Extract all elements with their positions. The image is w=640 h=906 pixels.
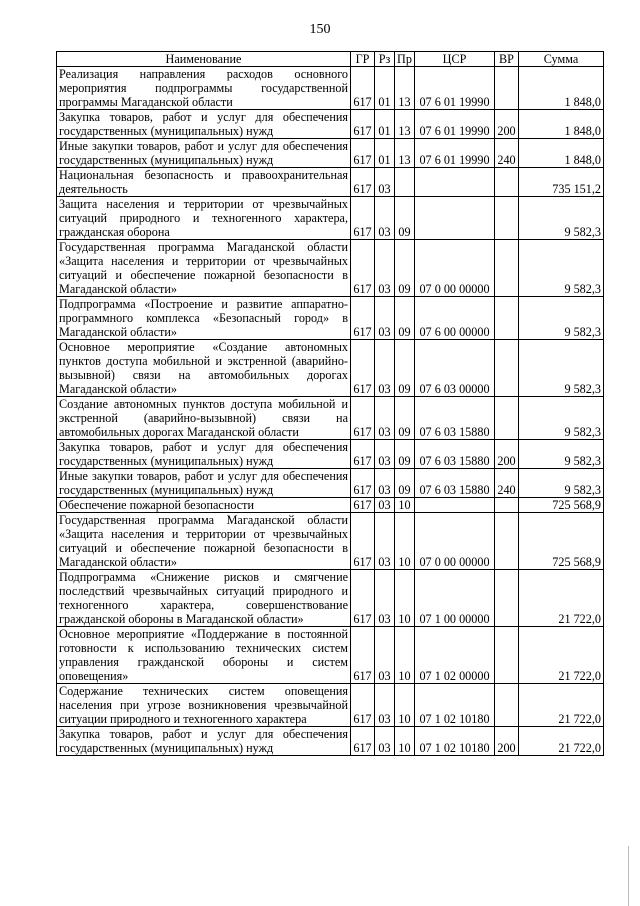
cell-csr: 07 1 00 00000 [415, 570, 495, 627]
cell-vr: 240 [495, 139, 519, 168]
budget-table [56, 51, 604, 756]
cell-csr: 07 6 00 00000 [415, 297, 495, 340]
cell-gr: 617 [351, 513, 375, 570]
header-vr: ВР [495, 52, 519, 67]
table-row [57, 627, 604, 684]
cell-name: Иные закупки товаров, работ и услуг для обеспечения государственных (муниципальных) нужд [57, 139, 351, 168]
cell-sum: 725 568,9 [519, 498, 604, 513]
cell-pr: 09 [395, 469, 415, 498]
cell-csr: 07 1 02 10180 [415, 727, 495, 756]
cell-vr: 200 [495, 727, 519, 756]
cell-rz: 03 [375, 197, 395, 240]
cell-rz: 03 [375, 168, 395, 197]
cell-csr: 07 6 03 15880 [415, 469, 495, 498]
cell-rz: 03 [375, 340, 395, 397]
cell-sum: 21 722,0 [519, 570, 604, 627]
cell-gr: 617 [351, 570, 375, 627]
page-number: 150 [309, 22, 331, 37]
table-row [57, 110, 604, 139]
cell-rz: 01 [375, 67, 395, 110]
cell-name: Основное мероприятие «Создание автономных пунктов доступа мобильной и экстренной (аварийно-вызывной) связи на автомобильных дорогах Магаданской области» [57, 340, 351, 397]
table-row [57, 139, 604, 168]
header-name: Наименование [57, 52, 351, 67]
cell-rz: 03 [375, 397, 395, 440]
cell-sum: 1 848,0 [519, 67, 604, 110]
cell-vr [495, 627, 519, 684]
table-row [57, 197, 604, 240]
header-rz: Рз [375, 52, 395, 67]
cell-sum: 1 848,0 [519, 139, 604, 168]
cell-vr [495, 197, 519, 240]
cell-vr [495, 168, 519, 197]
cell-sum: 9 582,3 [519, 469, 604, 498]
cell-pr: 10 [395, 498, 415, 513]
cell-name: Обеспечение пожарной безопасности [57, 498, 351, 513]
cell-rz: 03 [375, 513, 395, 570]
table-body [57, 67, 604, 756]
cell-sum: 735 151,2 [519, 168, 604, 197]
cell-gr: 617 [351, 168, 375, 197]
cell-vr [495, 498, 519, 513]
cell-vr [495, 240, 519, 297]
cell-vr [495, 397, 519, 440]
cell-rz: 03 [375, 297, 395, 340]
cell-name: Национальная безопасность и правоохранительная деятельность [57, 168, 351, 197]
cell-pr [395, 168, 415, 197]
cell-gr: 617 [351, 684, 375, 727]
cell-name: Закупка товаров, работ и услуг для обеспечения государственных (муниципальных) нужд [57, 440, 351, 469]
cell-sum: 21 722,0 [519, 727, 604, 756]
cell-csr: 07 6 01 19990 [415, 67, 495, 110]
table-row [57, 340, 604, 397]
cell-gr: 617 [351, 727, 375, 756]
cell-csr: 07 6 03 00000 [415, 340, 495, 397]
cell-name: Реализация направления расходов основного мероприятия подпрограммы государственной программы Магаданской области [57, 67, 351, 110]
cell-csr [415, 168, 495, 197]
cell-rz: 03 [375, 498, 395, 513]
table-row [57, 67, 604, 110]
table-row [57, 440, 604, 469]
table-row [57, 727, 604, 756]
cell-rz: 03 [375, 727, 395, 756]
cell-rz: 03 [375, 627, 395, 684]
cell-pr: 09 [395, 240, 415, 297]
cell-vr: 200 [495, 110, 519, 139]
cell-vr [495, 67, 519, 110]
table-row [57, 469, 604, 498]
cell-gr: 617 [351, 440, 375, 469]
cell-name: Создание автономных пунктов доступа мобильной и экстренной (аварийно-вызывной) связи на автомобильных дорогах Магаданской области [57, 397, 351, 440]
cell-csr: 07 6 03 15880 [415, 397, 495, 440]
cell-sum: 21 722,0 [519, 627, 604, 684]
cell-pr: 13 [395, 110, 415, 139]
cell-sum: 1 848,0 [519, 110, 604, 139]
cell-name: Основное мероприятие «Поддержание в постоянной готовности к использованию технических систем управления гражданской обороны и систем оповещения» [57, 627, 351, 684]
table-row [57, 513, 604, 570]
cell-vr [495, 684, 519, 727]
cell-vr [495, 297, 519, 340]
cell-sum: 21 722,0 [519, 684, 604, 727]
cell-pr: 09 [395, 397, 415, 440]
cell-csr: 07 1 02 10180 [415, 684, 495, 727]
table-row [57, 168, 604, 197]
cell-pr: 10 [395, 684, 415, 727]
cell-sum: 725 568,9 [519, 513, 604, 570]
cell-gr: 617 [351, 67, 375, 110]
cell-csr [415, 197, 495, 240]
cell-sum: 9 582,3 [519, 440, 604, 469]
cell-sum: 9 582,3 [519, 397, 604, 440]
cell-gr: 617 [351, 297, 375, 340]
cell-name: Иные закупки товаров, работ и услуг для обеспечения государственных (муниципальных) нужд [57, 469, 351, 498]
cell-vr: 240 [495, 469, 519, 498]
cell-sum: 9 582,3 [519, 340, 604, 397]
cell-gr: 617 [351, 110, 375, 139]
cell-rz: 03 [375, 469, 395, 498]
cell-pr: 10 [395, 513, 415, 570]
table-row [57, 498, 604, 513]
cell-vr [495, 570, 519, 627]
header-csr: ЦСР [415, 52, 495, 67]
header-pr: Пр [395, 52, 415, 67]
cell-gr: 617 [351, 340, 375, 397]
cell-gr: 617 [351, 397, 375, 440]
cell-name: Закупка товаров, работ и услуг для обеспечения государственных (муниципальных) нужд [57, 110, 351, 139]
cell-gr: 617 [351, 469, 375, 498]
scan-margin-line [628, 846, 632, 906]
cell-pr: 09 [395, 197, 415, 240]
cell-name: Закупка товаров, работ и услуг для обеспечения государственных (муниципальных) нужд [57, 727, 351, 756]
cell-pr: 10 [395, 627, 415, 684]
cell-name: Государственная программа Магаданской области «Защита населения и территории от чрезвычайных ситуаций и обеспечение пожарной безопасности в Магаданской области» [57, 513, 351, 570]
table-row [57, 684, 604, 727]
header-gr: ГР [351, 52, 375, 67]
cell-gr: 617 [351, 139, 375, 168]
cell-csr: 07 6 01 19990 [415, 110, 495, 139]
cell-sum: 9 582,3 [519, 197, 604, 240]
table-row [57, 397, 604, 440]
cell-pr: 10 [395, 727, 415, 756]
cell-gr: 617 [351, 498, 375, 513]
cell-gr: 617 [351, 627, 375, 684]
cell-pr: 10 [395, 570, 415, 627]
cell-name: Защита населения и территории от чрезвычайных ситуаций природного и техногенного характера, гражданская оборона [57, 197, 351, 240]
cell-rz: 03 [375, 440, 395, 469]
cell-vr: 200 [495, 440, 519, 469]
table-header-row [57, 52, 604, 67]
cell-vr [495, 513, 519, 570]
cell-sum: 9 582,3 [519, 240, 604, 297]
cell-csr [415, 498, 495, 513]
cell-rz: 03 [375, 684, 395, 727]
cell-csr: 07 6 01 19990 [415, 139, 495, 168]
cell-vr [495, 340, 519, 397]
cell-name: Подпрограмма «Построение и развитие аппаратно-программного комплекса «Безопасный город» в Магаданской области» [57, 297, 351, 340]
cell-csr: 07 0 00 00000 [415, 513, 495, 570]
cell-rz: 01 [375, 110, 395, 139]
cell-pr: 09 [395, 297, 415, 340]
cell-rz: 03 [375, 570, 395, 627]
cell-name: Содержание технических систем оповещения населения при угрозе возникновения чрезвычайной ситуации природного и техногенного характера [57, 684, 351, 727]
cell-rz: 01 [375, 139, 395, 168]
cell-pr: 09 [395, 440, 415, 469]
cell-name: Государственная программа Магаданской области «Защита населения и территории от чрезвычайных ситуаций и обеспечение пожарной безопасности в Магаданской области» [57, 240, 351, 297]
cell-pr: 13 [395, 67, 415, 110]
cell-csr: 07 1 02 00000 [415, 627, 495, 684]
table-row [57, 297, 604, 340]
table-row [57, 570, 604, 627]
table-row [57, 240, 604, 297]
cell-name: Подпрограмма «Снижение рисков и смягчение последствий чрезвычайных ситуаций природного и техногенного характера, совершенствование гражданской обороны в Магаданской области» [57, 570, 351, 627]
cell-sum: 9 582,3 [519, 297, 604, 340]
cell-pr: 09 [395, 340, 415, 397]
header-sum: Сумма [519, 52, 604, 67]
cell-csr: 07 6 03 15880 [415, 440, 495, 469]
cell-pr: 13 [395, 139, 415, 168]
cell-gr: 617 [351, 197, 375, 240]
cell-csr: 07 0 00 00000 [415, 240, 495, 297]
cell-gr: 617 [351, 240, 375, 297]
cell-rz: 03 [375, 240, 395, 297]
